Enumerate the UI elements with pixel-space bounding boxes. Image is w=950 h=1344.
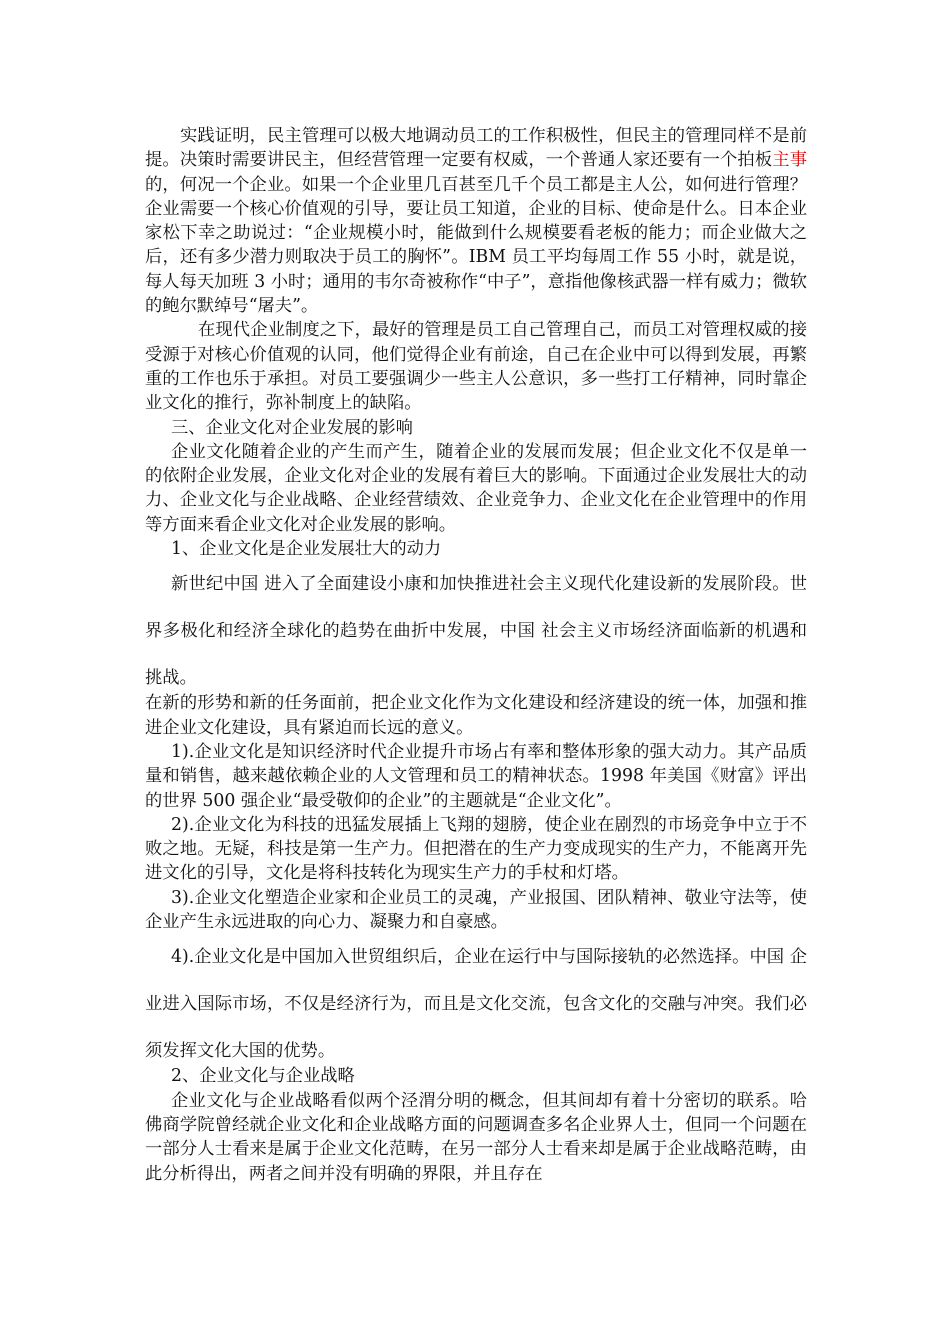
subsection-heading-1: 1、企业文化是企业发展壮大的动力 bbox=[171, 539, 442, 560]
list-item-2: 2).企业文化为科技的迅猛发展插上飞翔的翅膀，使企业在剧烈的市场竞争中立于不败之地。无疑，科技是第一生产力。但把潜在的生产力变成现实的生产力，不能离开先进文化的引导，文化是将科技转化为现实生产力的手杖和灯塔。 bbox=[145, 814, 807, 884]
paragraph-4-continued: 在新的形势和新的任务面前，把企业文化作为文化建设和经济建设的统一体，加强和推进企业文化建设，具有紧迫而长远的意义。 bbox=[145, 693, 807, 738]
highlighted-word: 主事 bbox=[772, 150, 807, 171]
paragraph-1-text-a: 实践证明，民主管理可以极大地调动员工的工作积极性，但民主的管理同样不是前提。决策时需要讲民主，但经营管理一定要有权威，一个普通人家还要有一个拍板 bbox=[145, 126, 807, 171]
paragraph-1 bbox=[145, 124, 807, 318]
paragraph-1-text-b: 的，何况一个企业。如果一个企业里几百甚至几千个员工都是主人公，如何进行管理？企业需要一个核心价值观的引导，要让员工知道，企业的目标、使命是什么。日本企业家松下幸之助说过：“企业规模小时，能做到什么规模要看老板的能力；而企业做大之后，还有多少潜力则取决于员工的胸怀”。IBM 员工平均每周工作 55 小时，就是说，每人每天加班 3 小时；通用的韦尔奇被称作“中子”，意指他像核武器一样有威力；微软的鲍尔默绰号“屠夫”。 bbox=[145, 174, 807, 317]
paragraph-3: 企业文化随着企业的产生而产生，随着企业的发展而发展；但企业文化不仅是单一的依附企业发展，企业文化对企业的发展有着巨大的影响。下面通过企业发展壮大的动力、企业文化与企业战略、企业经营绩效、企业竞争力、企业文化在企业管理中的作用等方面来看企业文化对企业发展的影响。 bbox=[145, 441, 807, 535]
document-body bbox=[145, 124, 807, 1186]
list-item-1: 1).企业文化是知识经济时代企业提升市场占有率和整体形象的强大动力。其产品质量和销售，越来越依赖企业的人文管理和员工的精神状态。1998 年美国《财富》评出的世界 500 强企业“最受敬仰的企业”的主题就是“企业文化”。 bbox=[145, 741, 807, 811]
list-item-3: 3).企业文化塑造企业家和企业员工的灵魂，产业报国、团队精神、敬业守法等，使企业产生永远进取的向心力、凝聚力和自豪感。 bbox=[145, 887, 807, 933]
subsection-heading-2: 2、企业文化与企业战略 bbox=[171, 1066, 355, 1087]
section-heading: 三、企业文化对企业发展的影响 bbox=[171, 417, 413, 438]
paragraph-2: 在现代企业制度之下，最好的管理是员工自己管理自己，而员工对管理权威的接受源于对核心价值观的认同，他们觉得企业有前途，自己在企业中可以得到发展，再繁重的工作也乐于承担。对员工要强调少一些主人公意识，多一些打工仔精神，同时靠企业文化的推行，弥补制度上的缺陷。 bbox=[145, 320, 807, 414]
list-item-4: 4).企业文化是中国加入世贸组织后，企业在运行中与国际接轨的必然选择。中国 企业进入国际市场，不仅是经济行为，而且是文化交流，包含文化的交融与冲突。我们必须发挥文化大国的优势。 bbox=[145, 947, 807, 1062]
paragraph-4: 新世纪中国 进入了全面建设小康和加快推进社会主义现代化建设新的发展阶段。世界多极化和经济全球化的趋势在曲折中发展，中国 社会主义市场经济面临新的机遇和挑战。 bbox=[145, 574, 807, 689]
paragraph-5: 企业文化与企业战略看似两个泾渭分明的概念，但其间却有着十分密切的联系。哈佛商学院曾经就企业文化和企业战略方面的问题调查多名企业界人士，但同一个问题在一部分人士看来是属于企业文化范畴，在另一部分人士看来却是属于企业战略范畴，由此分析得出，两者之间并没有明确的界限，并且存在 bbox=[145, 1090, 807, 1184]
